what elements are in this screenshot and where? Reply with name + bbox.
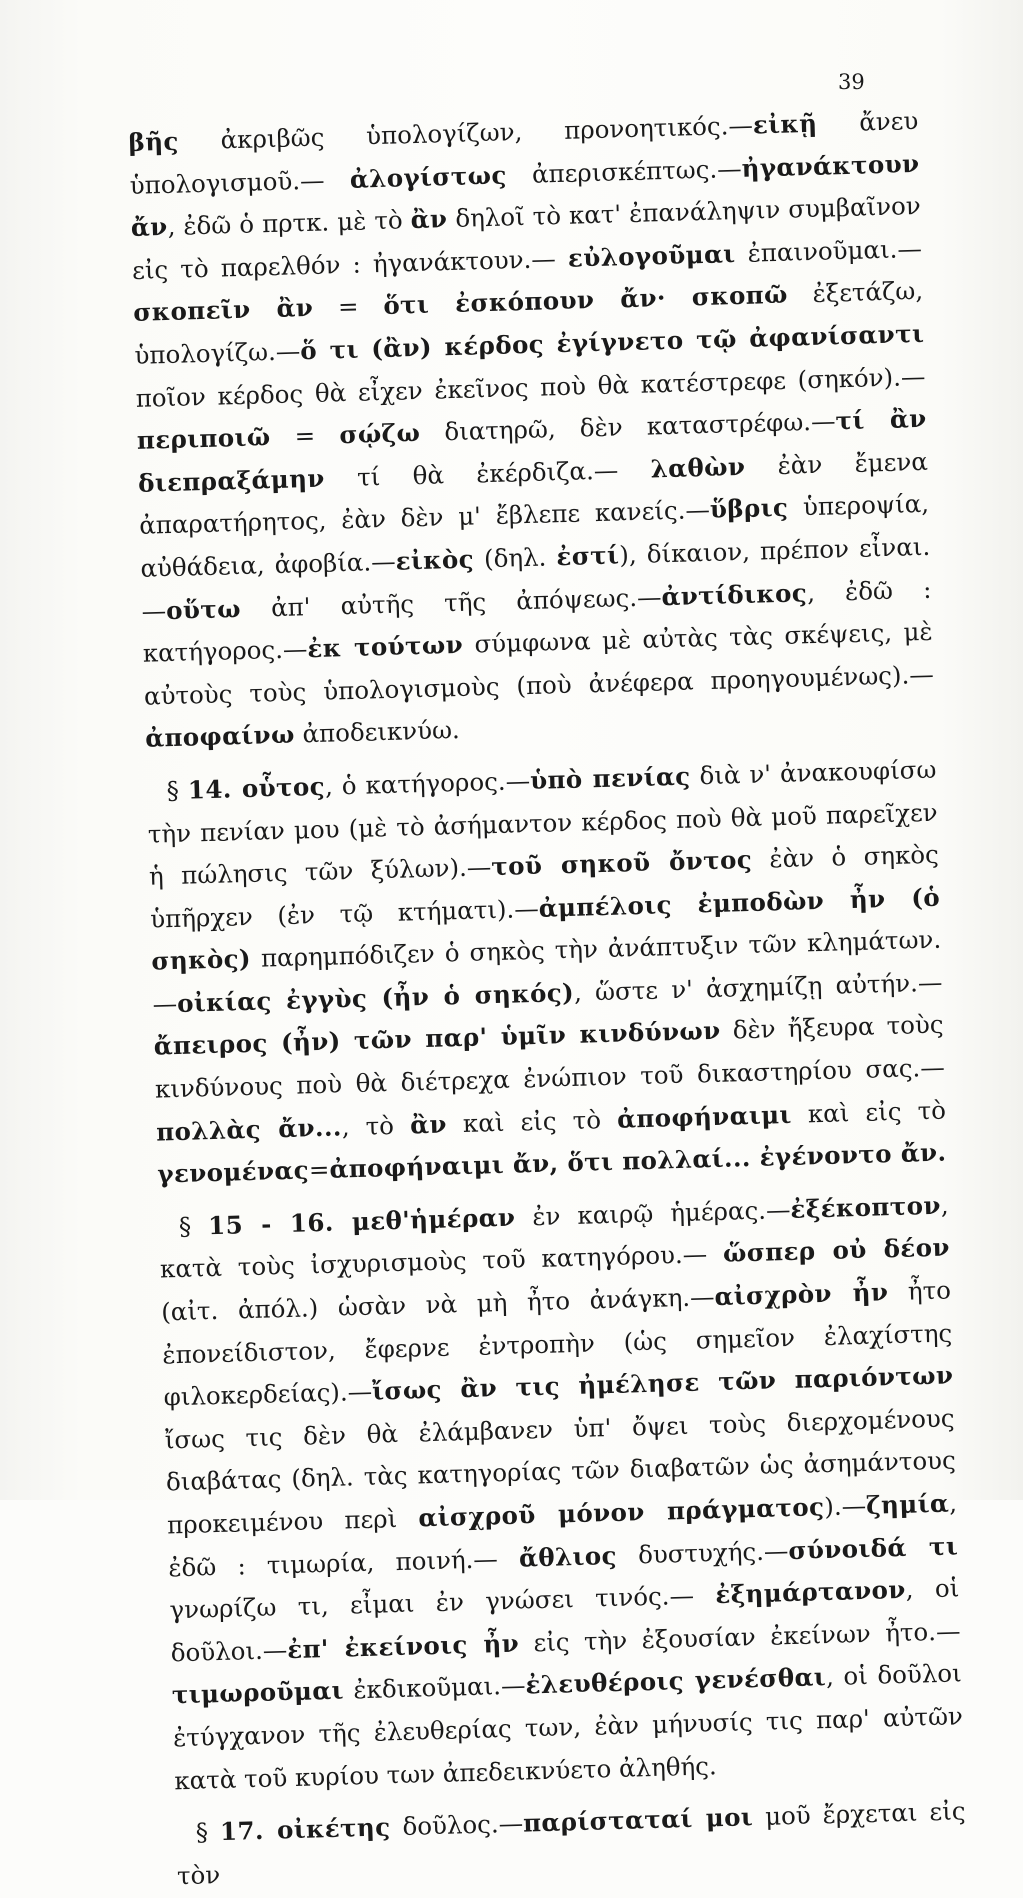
- lemma: ὅτι ἐσκόπουν ἄν· σκοπῶ: [382, 280, 789, 321]
- gloss: εἰς τὴν ἐξουσίαν ἐκείνων ἦτο.—: [518, 1616, 961, 1658]
- gloss: ἴσως τις δὲν θὰ ἐλάμβανεν ὑπ' ὄψει τοὺς διερχομένους διαβάτας (δηλ. τὰς κατηγορίας τῶν διαβατῶν ὡς ἀσημάντους προκειμένου περὶ: [164, 1403, 957, 1540]
- gloss: σύμφωνα μὲ αὐτὰς τὰς σκέψεις, μὲ αὐτοὺς τοὺς ὑπολογισμοὺς (ποὺ ἀνέφερα προηγουμένως).—: [143, 616, 935, 711]
- lemma: ὕβρις: [709, 493, 789, 525]
- lemma: λαθὼν: [650, 451, 746, 484]
- lemma: ἐξημάρτανον: [714, 1575, 907, 1610]
- lemma: ὅ τι (ἂν) κέρδος ἐγίγνετο τῷ ἀφανίσαντι: [299, 318, 925, 366]
- paragraph: [128, 100, 936, 761]
- gloss: ἐκδικοῦμαι.—: [343, 1670, 526, 1705]
- lemma: ἂν: [409, 1109, 448, 1140]
- lemma: αἰσχροῦ μόνον πράγματος: [417, 1492, 825, 1533]
- gloss: ἀπ' αὐτῆς τῆς ἀπόψεως.—: [240, 581, 662, 623]
- lemma: εἰκῇ: [752, 108, 818, 140]
- gloss: =: [312, 291, 384, 323]
- lemma: ἐκ τούτων: [307, 629, 464, 664]
- gloss: ἐπαινοῦμαι.—: [735, 233, 923, 268]
- lemma: τιμωροῦμαι: [171, 1675, 345, 1710]
- gloss: §: [166, 775, 189, 806]
- gloss: (δηλ.: [473, 542, 557, 574]
- gloss: ἀπερισκέπτως.—: [506, 153, 743, 190]
- lemma: ἐπ' ἐκείνοις ἦν: [286, 1628, 520, 1664]
- lemma: τοῦ σηκοῦ ὄντος: [490, 844, 753, 882]
- lemma: βῆς: [128, 126, 180, 157]
- lemma: ἐστί: [556, 540, 620, 572]
- lemma: ἐξέκοπτον: [790, 1190, 942, 1224]
- gloss: δὲν ἤξευρα τοὺς κινδύνους ποὺ θὰ διέτρεχα ἐνώπιον τοῦ δικαστηρίου σας.—: [154, 1010, 946, 1104]
- gloss: τί θὰ ἐκέρδιζα.—: [324, 454, 652, 493]
- gloss: παρημπόδιζεν ὁ σηκὸς τὴν ἀνάπτυξιν τῶν κλημάτων.—: [152, 924, 942, 1019]
- lemma: ἄθλιος: [518, 1540, 618, 1573]
- gloss: δηλοῖ τὸ κατ' ἐπανάληψιν συμβαῖνον εἰς τὸ παρελθόν : ἠγανάκτουν.—: [131, 191, 922, 285]
- lemma: εὐλογοῦμαι: [567, 238, 736, 273]
- gloss: , ὥστε ν' ἀσχημίζῃ αὐτήν.—: [573, 967, 943, 1007]
- gloss: καὶ εἰς τὸ: [446, 1104, 618, 1139]
- gloss: =: [270, 420, 340, 452]
- lemma: 15 - 16. μεθ'ἡμέραν: [207, 1202, 516, 1241]
- gloss: ποῖον κέρδος θὰ εἶχεν ἐκεῖνος ποὺ θὰ κατέστρεφε (σηκόν).—: [135, 361, 926, 413]
- page-number: 39: [838, 70, 865, 94]
- lemma: ἀντίδικος: [661, 577, 808, 611]
- gloss: , ὁ κατήγορος.—: [324, 765, 531, 801]
- gloss: δυστυχής.—: [616, 1535, 789, 1570]
- lemma: ἀλογίστως: [349, 160, 508, 194]
- gloss: ἐὰν ὁ σηκὸς ὑπῆρχεν (ἐν τῷ κτήματι).—: [149, 839, 940, 934]
- gloss: §: [178, 1211, 209, 1241]
- lemma: σῴζω: [338, 418, 421, 450]
- lemma: σύνοιδά τι: [787, 1530, 959, 1565]
- gloss: §: [195, 1817, 221, 1847]
- gloss: διατηρῶ, δὲν καταστρέφω.—: [419, 406, 836, 448]
- gloss: ἄνευ ὑπολογισμοῦ.—: [129, 105, 919, 200]
- commentary-text: [128, 100, 967, 1898]
- gloss: ὑπεροψία, αὐθάδεια, ἀφοβία.—: [140, 489, 930, 583]
- gloss: ἐὰν ἔμενα ἀπαρατήρητος, ἐὰν δὲν μ' ἔβλεπε κανείς.—: [138, 446, 929, 541]
- lemma: εἰκὸς: [395, 544, 475, 576]
- lemma: ἄπειρος (ἦν) τῶν παρ' ὑμῖν κινδύνων: [153, 1016, 721, 1062]
- gloss: , ἐδῶ : τιμωρία, ποινή.—: [167, 1488, 958, 1583]
- lemma: ὑπὸ πενίας: [529, 761, 691, 795]
- gloss: γνωρίζω τι, εἶμαι ἐν γνώσει τινός.—: [169, 1580, 716, 1625]
- lemma: οἰκίας ἐγγὺς (ἦν ὁ σηκός): [176, 977, 575, 1018]
- lemma: ἠγανάκτουν ἄν: [130, 148, 920, 243]
- gloss: , τὸ: [341, 1110, 411, 1142]
- gloss: ἐν καιρῷ ἡμέρας.—: [514, 1194, 791, 1232]
- lemma: ἐλευθέροις γενέσθαι: [525, 1662, 827, 1700]
- lemma: οὕτω: [165, 593, 242, 625]
- gloss: ), δίκαιον, πρέπον εἶναι.—: [141, 531, 931, 626]
- lemma: ὥσπερ οὐ δέον: [722, 1232, 951, 1269]
- lemma: ἂν: [410, 204, 448, 235]
- lemma: 17. οἰκέτης: [219, 1812, 391, 1847]
- lemma: 14. οὗτος: [187, 771, 326, 805]
- gloss: , οἱ δοῦλοι.—: [170, 1573, 960, 1668]
- lemma: σκοπεῖν ἂν: [132, 293, 314, 328]
- gloss: , ἐδῶ : κατήγορος.—: [142, 574, 932, 668]
- lemma: ζημία: [865, 1488, 950, 1520]
- lemma: παρίσταταί μοι: [522, 1802, 754, 1838]
- lemma: ἀποφήναιμι: [616, 1099, 793, 1134]
- paragraph: [158, 1184, 964, 1802]
- gloss: ἦτο ἐπονείδιστον, ἔφερνε ἐντροπὴν (ὡς σημεῖον ἐλαχίστης φιλοκερδείας).—: [162, 1275, 953, 1412]
- gloss: (αἰτ. ἀπόλ.) ὡσὰν νὰ μὴ ἦτο ἀνάγκη.—: [160, 1282, 715, 1327]
- lemma: αἰσχρὸν ἦν: [714, 1277, 889, 1312]
- lemma: ἀμπέλοις ἐμποδὼν ἦν (ὁ σηκὸς): [151, 882, 941, 976]
- lemma: ἴσως ἂν τις ἠμέλησε τῶν παριόντων: [371, 1360, 954, 1406]
- lemma: γενομένας: [156, 1155, 310, 1189]
- gloss: , ἐδῶ ὁ πρτκ. μὲ τὸ: [167, 205, 412, 242]
- gloss: διὰ ν' ἀνακουφίσω τὴν πενίαν μου (μὲ τὸ ἀσήμαντον κέρδος ποὺ θὰ μοῦ παρεῖχεν ἡ πώλησις τῶν ξύλων).—: [147, 754, 938, 891]
- paragraph: [146, 749, 948, 1197]
- lemma: πολλὰς ἄν...: [155, 1112, 343, 1147]
- gloss: ἀποδεικνύω.: [294, 715, 461, 749]
- gloss: δοῦλος.—: [390, 1808, 524, 1842]
- gloss: =: [308, 1155, 330, 1185]
- gloss: καὶ εἰς τὸ: [791, 1095, 947, 1129]
- lemma: περιποιῶ: [136, 422, 271, 456]
- lemma: ἀποφήναιμι ἄν, ὅτι πολλαί... ἐγένοντο ἄν.: [329, 1137, 947, 1185]
- lemma: τί ἂν διεπραξάμην: [137, 403, 927, 498]
- gloss: μοῦ ἔρχεται εἰς τὸν: [176, 1796, 966, 1891]
- gloss: ἐξετάζω, ὑπολογίζω.—: [134, 276, 924, 370]
- lemma: ἀποφαίνω: [144, 719, 296, 754]
- gloss: , κατὰ τοὺς ἰσχυρισμοὺς τοῦ κατηγόρου.—: [159, 1190, 949, 1284]
- gloss: ἀκριβῶς ὑπολογίζων, προνοητικός.—: [178, 110, 754, 156]
- gloss: , οἱ δοῦλοι ἐτύγχανον τῆς ἐλευθερίας των, ἐὰν μήνυσίς τις παρ' αὐτῶν κατὰ τοῦ κυρίου των ἀπεδεικνύετο ἀληθής.: [172, 1658, 964, 1795]
- gloss: ).—: [823, 1490, 867, 1522]
